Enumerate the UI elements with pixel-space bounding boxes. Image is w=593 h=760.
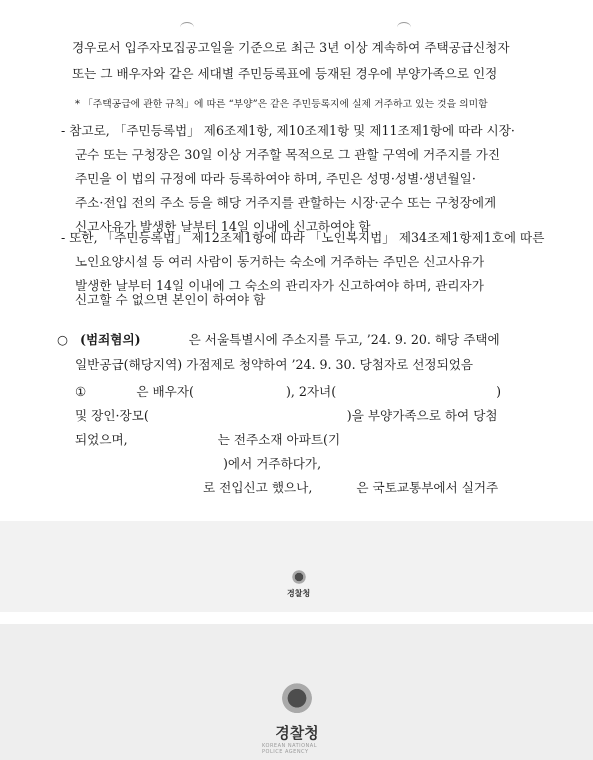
redacted-in-laws (153, 410, 343, 424)
eagle-emblem-icon (289, 566, 309, 586)
bullet1-line5: 신고사유가 발생한 날부터 14일 이내에 신고하여야 함 (75, 219, 371, 234)
binder-ring-right (397, 22, 411, 33)
item1-line4 (75, 456, 321, 472)
footnote: * 「주택공급에 관한 규칙」에 따른 “부양”은 같은 주민등록지에 실제 거주하고 있는 것을 의미함 (75, 99, 488, 110)
item1-l5a: 로 전입신고 했으나, (203, 480, 313, 495)
bullet2-line3: 발생한 날부터 14일 이내에 그 숙소의 관리자가 신고하여야 하며, 관리자가 (75, 278, 484, 293)
item-number: ① (75, 384, 87, 399)
crime-section-line1 (57, 332, 500, 348)
redacted-spouse (198, 386, 282, 400)
emblem-caption-small: 경찰청 (287, 589, 311, 598)
police-emblem-small (287, 566, 310, 599)
watermark-band-top (0, 521, 593, 612)
bullet1-line3: 주민을 이 법의 규정에 따라 등록하여야 하며, 주민은 성명·성별·생년월일· (75, 171, 476, 186)
redacted-name (316, 482, 352, 496)
bullet1-line1: - 참고로, 「주민등록법」 제6조제1항, 제10조제1항 및 제11조제1항에 따라 시장· (61, 123, 515, 138)
emblem-caption-large: 경찰청 (275, 724, 319, 742)
police-emblem-large (262, 674, 332, 755)
section-line1-text: 은 서울특별시에 주소지를 두고, ’24. 9. 20. 해당 주택에 (188, 332, 500, 347)
paragraph1-line2: 또는 그 배우자와 같은 세대별 주민등록표에 등재된 경우에 부양가족으로 인정 (72, 66, 498, 81)
bullet1-line4: 주소·전입 전의 주소 등을 해당 거주지를 관할하는 시장·군수 또는 구청장에게 (75, 195, 497, 210)
item1-l4: )에서 거주하다가, (223, 456, 322, 471)
redacted-children (340, 386, 492, 400)
watermark-band-bottom (0, 624, 593, 760)
item1-l3b: 는 전주소재 아파트(기 (217, 432, 341, 447)
item1-l3a: 되었으며, (75, 432, 128, 447)
item1-l1c: ) (496, 384, 502, 399)
section-label: (범죄혐의) (80, 332, 141, 347)
item1-l1b: ), 2자녀( (285, 384, 337, 399)
eagle-emblem-icon (275, 674, 319, 718)
bullet1-line2: 군수 또는 구청장은 30일 이상 거주할 목적으로 그 관할 구역에 거주지를 가진 (75, 147, 501, 162)
item1-l5b: 은 국토교통부에서 실거주 (356, 480, 499, 495)
item1-l1a: 은 배우자( (136, 384, 194, 399)
item1-line2 (75, 408, 498, 424)
bullet2-line4: 신고할 수 없으면 본인이 하여야 함 (75, 292, 266, 307)
emblem-subcaption: KOREAN NATIONAL POLICE AGENCY (262, 743, 318, 755)
item1-l2b: )을 부양가족으로 하여 당첨 (346, 408, 498, 423)
redacted-address (75, 482, 199, 496)
redacted-name (90, 386, 132, 400)
item1-line5 (75, 480, 498, 496)
item1-line3 (75, 432, 340, 448)
section-marker: ○ (57, 332, 68, 347)
item1-line1 (75, 384, 501, 400)
redacted-name (145, 334, 185, 348)
binder-ring-left (180, 22, 194, 33)
redacted-address (75, 458, 219, 472)
redacted-name (132, 434, 214, 448)
paragraph1-line1: 경우로서 입주자모집공고일을 기준으로 최근 3년 이상 계속하여 주택공급신청자 (72, 40, 510, 55)
crime-section-line2: 일반공급(해당지역) 가점제로 청약하여 ’24. 9. 30. 당첨자로 선정되었음 (75, 357, 474, 372)
item1-l2a: 및 장인·장모( (75, 408, 149, 423)
bullet2-line1: - 또한, 「주민등록법」 제12조제1항에 따라 「노인복지법」 제34조제1항제1호에 따른 (61, 230, 545, 245)
bullet2-line2: 노인요양시설 등 여러 사람이 동거하는 숙소에 거주하는 주민은 신고사유가 (75, 254, 485, 269)
